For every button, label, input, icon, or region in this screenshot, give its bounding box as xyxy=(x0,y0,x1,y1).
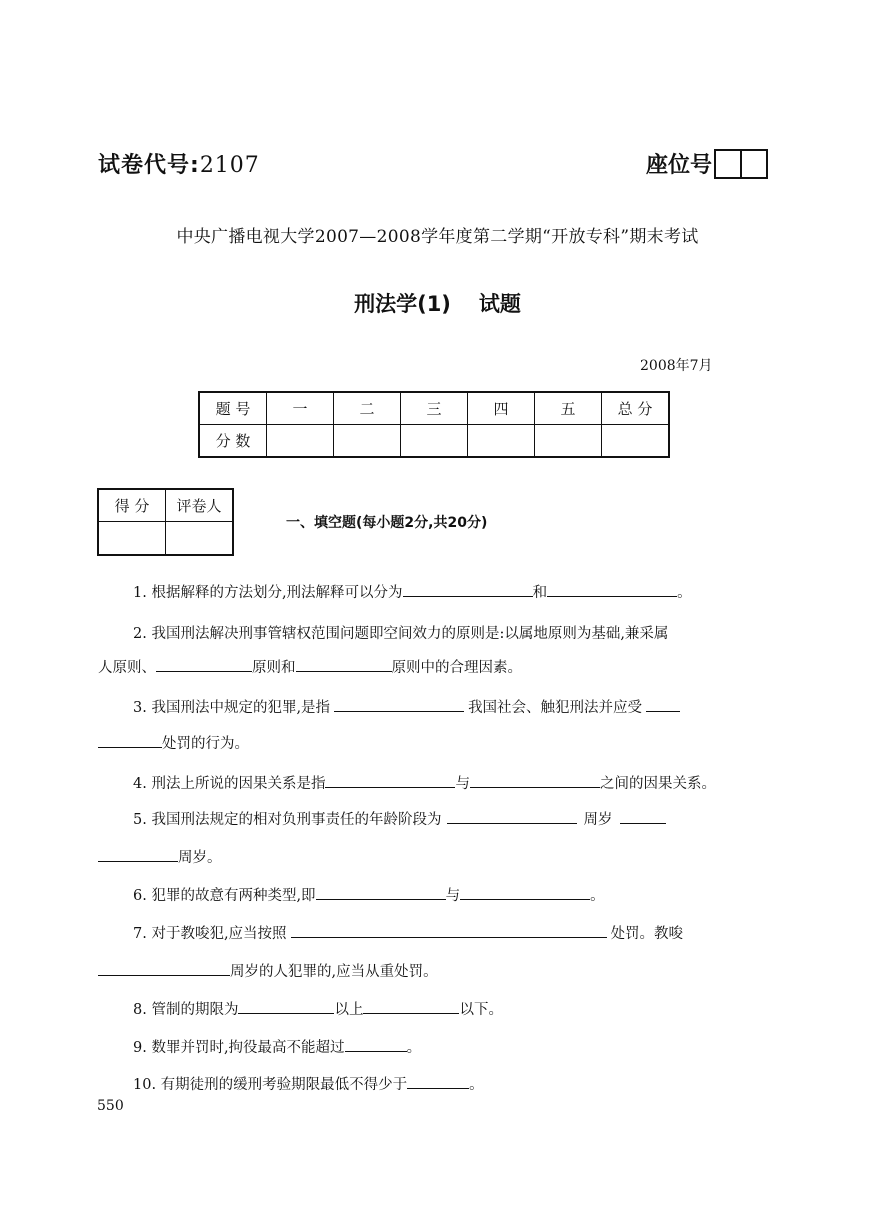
answer-blank[interactable] xyxy=(363,999,459,1014)
seat-label: 座位号 xyxy=(646,153,713,178)
question-text: 3. 我国刑法中规定的犯罪,是指 xyxy=(133,700,331,716)
question-3-line-1 xyxy=(133,696,680,717)
question-2-line-2 xyxy=(98,656,522,677)
answer-blank[interactable] xyxy=(403,582,533,597)
answer-blank[interactable] xyxy=(296,657,392,672)
exam-code-label: 试卷代号: xyxy=(98,153,200,178)
score-cell: 总 分 xyxy=(602,392,670,425)
question-5-line-2 xyxy=(98,846,222,867)
question-7-line-1 xyxy=(133,922,683,943)
question-text: 与 xyxy=(445,888,461,904)
grader-table xyxy=(97,488,234,556)
score-input-cell[interactable] xyxy=(602,425,670,458)
score-input-cell[interactable] xyxy=(401,425,468,458)
score-input-cell[interactable] xyxy=(334,425,401,458)
score-cell: 题 号 xyxy=(199,392,267,425)
answer-blank[interactable] xyxy=(291,923,607,938)
question-text: 周岁。 xyxy=(178,850,222,866)
subject-title xyxy=(0,288,875,318)
question-5-line-1 xyxy=(133,808,666,829)
grader-score-label: 得 分 xyxy=(98,489,166,522)
score-input-cell[interactable] xyxy=(468,425,535,458)
question-7-line-2 xyxy=(98,960,438,981)
score-table xyxy=(198,391,670,458)
question-6 xyxy=(133,884,605,905)
exam-title: 中央广播电视大学2007—2008学年度第二学期“开放专科”期末考试 xyxy=(176,227,699,247)
score-cell: 四 xyxy=(468,392,535,425)
answer-blank[interactable] xyxy=(98,733,162,748)
grader-name-label: 评卷人 xyxy=(166,489,234,522)
question-text: 和 xyxy=(532,585,548,601)
answer-blank[interactable] xyxy=(447,809,577,824)
question-text: 7. 对于教唆犯,应当按照 xyxy=(133,926,287,942)
question-8 xyxy=(133,998,503,1019)
question-text: 9. 数罪并罚时,拘役最高不能超过 xyxy=(133,1040,345,1056)
question-text: 原则和 xyxy=(252,660,296,676)
answer-blank[interactable] xyxy=(325,773,455,788)
question-text: 我国社会、触犯刑法并应受 xyxy=(468,700,643,716)
answer-blank[interactable] xyxy=(646,697,680,712)
score-cell: 三 xyxy=(401,392,468,425)
question-text: 与 xyxy=(455,776,470,792)
question-text: 周岁 xyxy=(583,812,613,828)
answer-blank[interactable] xyxy=(156,657,252,672)
question-2-line-1: 2. 我国刑法解决刑事管辖权范围问题即空间效力的原则是:以属地原则为基础,兼采属 xyxy=(133,626,669,642)
question-10 xyxy=(133,1073,484,1094)
answer-blank[interactable] xyxy=(547,582,677,597)
score-cell: 分 数 xyxy=(199,425,267,458)
score-cell: 五 xyxy=(535,392,602,425)
grader-name-cell[interactable] xyxy=(166,522,234,556)
answer-blank[interactable] xyxy=(238,999,334,1014)
question-text: 处罚。教唆 xyxy=(610,926,684,942)
score-input-cell[interactable] xyxy=(535,425,602,458)
score-cell: 一 xyxy=(267,392,334,425)
question-text: 4. 刑法上所说的因果关系是指 xyxy=(133,776,326,792)
exam-code xyxy=(98,148,260,179)
answer-blank[interactable] xyxy=(470,773,600,788)
exam-date: 2008年7月 xyxy=(640,358,713,374)
question-text: 以下。 xyxy=(459,1002,503,1018)
question-text: 5. 我国刑法规定的相对负刑事责任的年龄阶段为 xyxy=(133,812,442,828)
question-text: 人原则、 xyxy=(98,660,156,676)
answer-blank[interactable] xyxy=(98,961,230,976)
question-text: 。 xyxy=(590,888,605,904)
answer-blank[interactable] xyxy=(334,697,464,712)
subject-suffix: 试题 xyxy=(478,292,521,316)
seat-number xyxy=(646,148,768,179)
seat-box xyxy=(716,151,740,177)
question-3-line-2 xyxy=(98,732,249,753)
question-text: 。 xyxy=(406,1040,422,1056)
answer-blank[interactable] xyxy=(98,847,178,862)
answer-blank[interactable] xyxy=(345,1037,407,1052)
score-table-header-row xyxy=(199,392,669,425)
question-text: 原则中的合理因素。 xyxy=(391,660,522,676)
score-table-score-row xyxy=(199,425,669,458)
question-text: 8. 管制的期限为 xyxy=(133,1002,239,1018)
seat-boxes xyxy=(714,149,768,179)
question-text: 之间的因果关系。 xyxy=(599,776,716,792)
grader-score-cell[interactable] xyxy=(98,522,166,556)
answer-blank[interactable] xyxy=(620,809,666,824)
question-text: 10. 有期徒刑的缓刑考验期限最低不得少于 xyxy=(133,1077,408,1093)
question-text: 处罚的行为。 xyxy=(162,736,249,752)
question-text: 。 xyxy=(677,585,692,601)
exam-code-value: 2107 xyxy=(199,153,260,178)
question-text: 1. 根据解释的方法划分,刑法解释可以分为 xyxy=(133,585,403,601)
question-4 xyxy=(133,772,716,793)
question-text: 6. 犯罪的故意有两种类型,即 xyxy=(133,888,316,904)
score-input-cell[interactable] xyxy=(267,425,334,458)
question-text: 周岁的人犯罪的,应当从重处罚。 xyxy=(230,964,438,980)
page-number: 550 xyxy=(97,1098,124,1114)
question-text: 以上 xyxy=(334,1002,364,1018)
answer-blank[interactable] xyxy=(316,885,446,900)
question-text: 。 xyxy=(469,1077,484,1093)
question-9 xyxy=(133,1036,421,1057)
seat-box xyxy=(740,151,766,177)
subject-name: 刑法学(1) xyxy=(354,292,451,316)
section-title: 一、填空题(每小题2分,共20分) xyxy=(286,515,488,531)
answer-blank[interactable] xyxy=(407,1074,469,1089)
answer-blank[interactable] xyxy=(460,885,590,900)
score-cell: 二 xyxy=(334,392,401,425)
question-1 xyxy=(133,581,692,602)
